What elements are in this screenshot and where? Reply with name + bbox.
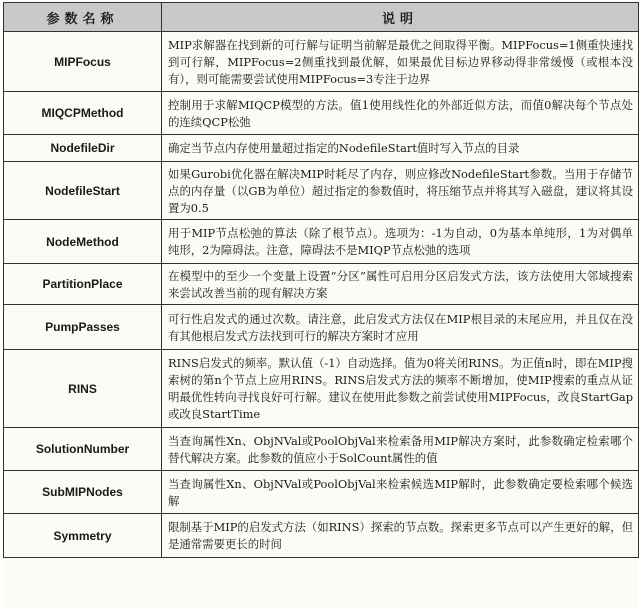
parameter-description: RINS启发式的频率。默认值（-1）自动选择。值为0将关闭RINS。为正值n时，即在MIP搜索树的第n个节点上应用RINS。RINS启发式方法的频率不断增加，使MIP搜索的重点从证明最优性转向寻找良好可行解。建议在使用此参数之前尝试使用MIPFocus，改良StartGap或改良StartTime (162, 350, 639, 428)
table-row (4, 162, 639, 220)
parameter-name: NodeMethod (4, 220, 162, 264)
parameter-description: 用于MIP节点松弛的算法（除了根节点）。选项为：-1为自动，0为基本单纯形，1为对偶单纯形，2为障碍法。注意，障碍法不是MIQP节点松弛的选项 (162, 220, 639, 264)
parameter-table (3, 2, 639, 558)
table-row (4, 471, 639, 514)
parameter-description: 当查询属性Xn、ObjNVal或PoolObjVal来检索候选MIP解时，此参数确定要检索哪个候选解 (162, 471, 639, 514)
parameter-name: PartitionPlace (4, 264, 162, 305)
table-row (4, 220, 639, 264)
table-row (4, 305, 639, 350)
parameter-description: 如果Gurobi优化器在解决MIP时耗尽了内存，则应修改NodefileStart参数。当用于存储节点的内存量（以GB为单位）超过指定的参数值时，将压缩节点并将其写入磁盘，建议将其设置为0.5 (162, 162, 639, 220)
parameter-description: 当查询属性Xn、ObjNVal或PoolObjVal来检索备用MIP解决方案时，此参数确定检索哪个替代解决方案。此参数的值应小于SolCount属性的值 (162, 428, 639, 471)
table-header-row (4, 3, 639, 32)
parameter-name: NodefileDir (4, 135, 162, 162)
parameter-description: 确定当节点内存使用量超过指定的NodefileStart值时写入节点的目录 (162, 135, 639, 162)
parameter-description: 可行性启发式的通过次数。请注意，此启发式方法仅在MIP根目录的末尾应用，并且仅在没有其他根启发式方法找到可行的解决方案时才应用 (162, 305, 639, 350)
table-row (4, 92, 639, 135)
parameter-name: RINS (4, 350, 162, 428)
parameter-name: SolutionNumber (4, 428, 162, 471)
table-row (4, 428, 639, 471)
document-page (3, 2, 638, 608)
parameter-description: 控制用于求解MIQCP模型的方法。值1使用线性化的外部近似方法，而值0解决每个节点处的连续QCP松弛 (162, 92, 639, 135)
column-header-name: 参数名称 (4, 3, 162, 32)
table-row (4, 350, 639, 428)
table-row (4, 135, 639, 162)
table-row (4, 514, 639, 558)
table-row (4, 32, 639, 92)
parameter-name: NodefileStart (4, 162, 162, 220)
parameter-name: MIQCPMethod (4, 92, 162, 135)
parameter-name: MIPFocus (4, 32, 162, 92)
parameter-description: MIP求解器在找到新的可行解与证明当前解是最优之间取得平衡。MIPFocus=1侧重快速找到可行解，MIPFocus=2侧重找到最优解，如果最优目标边界移动得非常缓慢（或根本没有），则可能需要尝试使用MIPFocus=3专注于边界 (162, 32, 639, 92)
parameter-name: Symmetry (4, 514, 162, 558)
table-row (4, 264, 639, 305)
parameter-description: 限制基于MIP的启发式方法（如RINS）探索的节点数。探索更多节点可以产生更好的解，但是通常需要更长的时间 (162, 514, 639, 558)
column-header-description: 说明 (162, 3, 639, 32)
parameter-name: SubMIPNodes (4, 471, 162, 514)
parameter-name: PumpPasses (4, 305, 162, 350)
parameter-description: 在模型中的至少一个变量上设置“分区”属性可启用分区启发式方法，该方法使用大邻域搜索来尝试改善当前的现有解决方案 (162, 264, 639, 305)
